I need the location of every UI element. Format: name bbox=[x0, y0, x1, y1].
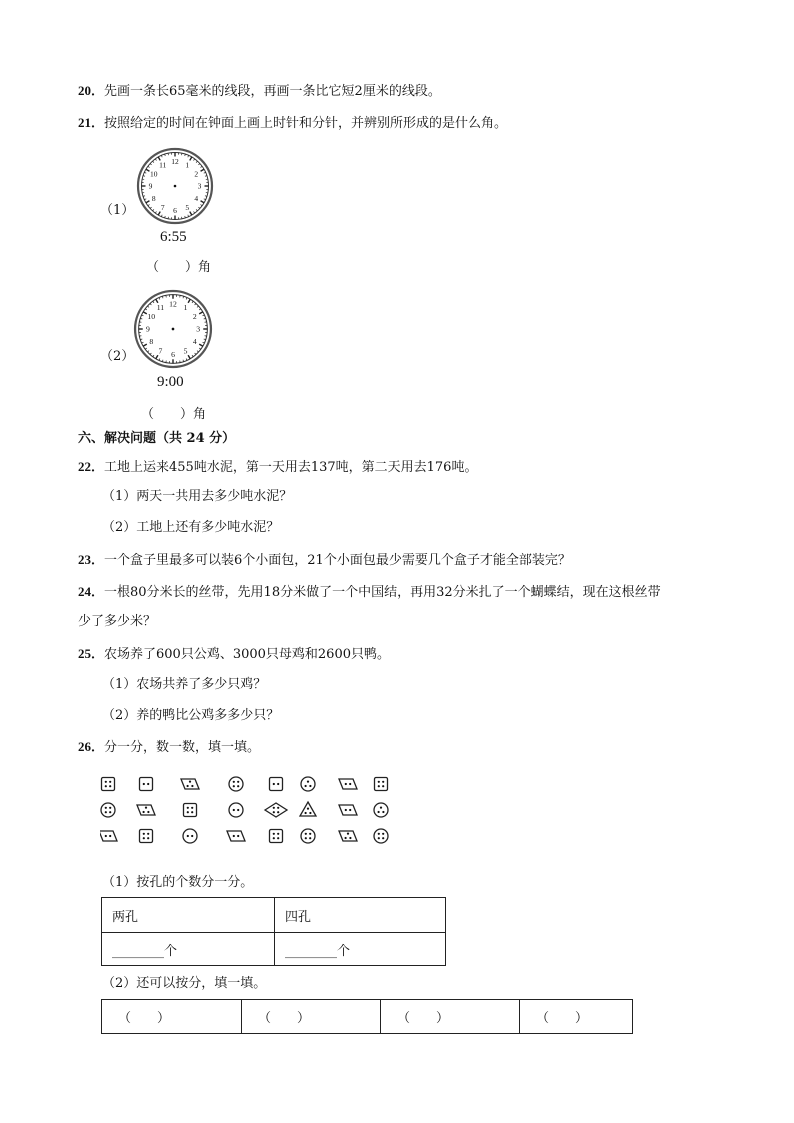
button-hole bbox=[305, 833, 307, 835]
button-hole bbox=[237, 781, 239, 783]
button-hole bbox=[349, 783, 351, 785]
square-button-icon bbox=[102, 778, 115, 791]
button-hole bbox=[237, 785, 239, 787]
button-hole bbox=[187, 785, 189, 787]
button-hole bbox=[189, 781, 191, 783]
parallelogram-button-icon bbox=[227, 831, 245, 841]
button-hole bbox=[191, 811, 193, 813]
button-hole bbox=[191, 807, 193, 809]
square-button-icon bbox=[375, 778, 388, 791]
clock-number: 11 bbox=[159, 160, 167, 170]
clock-number: 9 bbox=[148, 181, 153, 191]
question-22-sub2: （2）工地上还有多少吨水泥？ bbox=[102, 520, 280, 535]
table-cell-blank[interactable]: （ ） bbox=[102, 1000, 242, 1034]
question-20 bbox=[78, 82, 441, 101]
table-cell-blank[interactable]: （ ） bbox=[381, 1000, 520, 1034]
button-hole bbox=[143, 811, 145, 813]
button-hole bbox=[187, 835, 189, 837]
table-cell-blank[interactable]: （ ） bbox=[520, 1000, 633, 1034]
clock-number: 4 bbox=[194, 193, 199, 203]
round-button-icon bbox=[374, 829, 388, 843]
button-hole bbox=[109, 785, 111, 787]
question-number: 21． bbox=[78, 115, 105, 130]
button-hole bbox=[345, 809, 347, 811]
clock-number: 2 bbox=[192, 312, 197, 322]
square-button-icon bbox=[270, 830, 283, 843]
clock-number: 1 bbox=[183, 302, 188, 312]
button-hole bbox=[147, 811, 149, 813]
button-hole bbox=[237, 809, 239, 811]
button-hole bbox=[309, 812, 311, 814]
button-hole bbox=[105, 785, 107, 787]
question-25-sub1: （1）农场共养了多少只鸡？ bbox=[102, 677, 267, 692]
parallelogram-button-icon bbox=[181, 779, 199, 789]
button-hole bbox=[349, 809, 351, 811]
clock-2-label: （2） bbox=[100, 349, 135, 364]
button-grid bbox=[100, 770, 400, 850]
classification-table bbox=[101, 999, 633, 1034]
table-header-four-holes: 四孔 bbox=[275, 898, 446, 933]
round-button-icon bbox=[301, 829, 315, 843]
button-hole bbox=[305, 785, 307, 787]
parallelogram-button-icon bbox=[339, 805, 357, 815]
button-hole bbox=[277, 837, 279, 839]
button-hole bbox=[277, 811, 279, 813]
question-number: 20． bbox=[78, 83, 105, 98]
question-26 bbox=[78, 738, 260, 757]
button-hole bbox=[273, 837, 275, 839]
button-hole bbox=[273, 833, 275, 835]
question-22-sub1: （1）两天一共用去多少吨水泥？ bbox=[102, 489, 293, 504]
clock-number: 8 bbox=[151, 193, 156, 203]
question-24-cont: 少了多少米？ bbox=[78, 614, 157, 629]
round-button-icon bbox=[374, 803, 388, 817]
button-hole bbox=[233, 835, 235, 837]
button-hole bbox=[277, 783, 279, 785]
question-23 bbox=[78, 551, 571, 570]
question-25-sub2: （2）养的鸭比公鸡多多少只？ bbox=[102, 708, 280, 723]
parallelogram-button-icon bbox=[100, 831, 117, 841]
button-hole bbox=[147, 837, 149, 839]
clock-number: 10 bbox=[147, 312, 156, 322]
button-hole bbox=[273, 783, 275, 785]
button-hole bbox=[309, 833, 311, 835]
clock-number: 3 bbox=[196, 324, 201, 334]
clock-number: 2 bbox=[194, 169, 199, 179]
button-hole bbox=[307, 808, 309, 810]
question-number: 23． bbox=[78, 552, 105, 567]
button-hole bbox=[143, 783, 145, 785]
button-hole bbox=[233, 781, 235, 783]
clock-number: 1 bbox=[185, 160, 190, 170]
question-26-sub2: （2）还可以按分，填一填。 bbox=[102, 976, 267, 991]
question-text: 一根80分米长的丝带，先用18分米做了一个中国结，再用32分米扎了一个蝴蝶结，现在这根丝带 bbox=[104, 585, 661, 600]
button-hole bbox=[382, 811, 384, 813]
button-hole bbox=[307, 781, 309, 783]
clock-number: 7 bbox=[158, 346, 163, 356]
diamond-button-icon bbox=[265, 803, 287, 817]
button-hole bbox=[109, 811, 111, 813]
button-hole bbox=[233, 785, 235, 787]
round-button-icon bbox=[229, 803, 243, 817]
clock-number: 12 bbox=[171, 157, 179, 167]
question-number: 24． bbox=[78, 584, 105, 599]
button-hole bbox=[380, 807, 382, 809]
table-cell-blank[interactable]: （ ） bbox=[242, 1000, 381, 1034]
question-21 bbox=[78, 114, 507, 133]
clock-number: 8 bbox=[149, 337, 154, 347]
button-hole bbox=[309, 785, 311, 787]
button-hole bbox=[191, 835, 193, 837]
clock-face-icon[interactable] bbox=[136, 147, 214, 225]
clock-number: 9 bbox=[145, 324, 150, 334]
button-hole bbox=[237, 835, 239, 837]
question-number: 26． bbox=[78, 739, 105, 754]
button-hole bbox=[345, 783, 347, 785]
question-text: 按照给定的时间在钟面上画上时针和分针，并辨别所形成的是什么角。 bbox=[104, 116, 508, 131]
square-button-icon bbox=[184, 804, 197, 817]
button-hole bbox=[105, 781, 107, 783]
question-22 bbox=[78, 458, 477, 477]
button-hole bbox=[109, 835, 111, 837]
button-hole bbox=[345, 837, 347, 839]
button-hole bbox=[382, 781, 384, 783]
hole-count-table bbox=[101, 897, 446, 966]
question-text: 分一分，数一数，填一填。 bbox=[104, 740, 261, 755]
button-hole bbox=[382, 833, 384, 835]
round-button-icon bbox=[229, 777, 243, 791]
button-hole bbox=[187, 811, 189, 813]
button-hole bbox=[378, 833, 380, 835]
button-hole bbox=[105, 811, 107, 813]
question-text: 一个盒子里最多可以装6个小面包，21个小面包最少需要几个盒子才能全部装完？ bbox=[104, 553, 571, 568]
round-button-icon bbox=[101, 803, 115, 817]
button-hole bbox=[382, 837, 384, 839]
button-hole bbox=[305, 812, 307, 814]
button-hole bbox=[109, 781, 111, 783]
table-header-two-holes: 两孔 bbox=[102, 898, 275, 933]
clock-number: 6 bbox=[173, 206, 177, 216]
button-hole bbox=[347, 833, 349, 835]
button-hole bbox=[378, 785, 380, 787]
question-text: 工地上运来455吨水泥，第一天用去137吨，第二天用去176吨。 bbox=[104, 460, 478, 475]
button-hole bbox=[191, 785, 193, 787]
clock-center-dot bbox=[172, 328, 175, 331]
parallelogram-button-icon bbox=[339, 779, 357, 789]
button-hole bbox=[349, 837, 351, 839]
button-hole bbox=[378, 811, 380, 813]
button-hole bbox=[273, 807, 275, 809]
button-hole bbox=[187, 807, 189, 809]
button-hole bbox=[105, 835, 107, 837]
clock-number: 5 bbox=[185, 202, 190, 212]
button-hole bbox=[378, 837, 380, 839]
clock-number: 7 bbox=[160, 202, 165, 212]
clock-1-time: 6:55 bbox=[160, 229, 187, 245]
button-hole bbox=[309, 837, 311, 839]
clock-2-time: 9:00 bbox=[157, 374, 184, 390]
clock-1-label: （1） bbox=[100, 203, 135, 218]
clock-2-answer[interactable]: （ ）角 bbox=[141, 407, 207, 422]
clock-number: 5 bbox=[183, 346, 188, 356]
button-hole bbox=[143, 837, 145, 839]
clock-number: 3 bbox=[197, 181, 202, 191]
question-24 bbox=[78, 583, 661, 602]
button-hole bbox=[143, 833, 145, 835]
clock-face-icon[interactable] bbox=[133, 289, 213, 369]
button-hole bbox=[147, 833, 149, 835]
question-number: 22． bbox=[78, 459, 105, 474]
question-number: 25． bbox=[78, 646, 105, 661]
square-button-icon bbox=[140, 778, 153, 791]
question-text: 农场养了600只公鸡、3000只母鸡和2600只鸭。 bbox=[104, 647, 390, 662]
question-26-sub1: （1）按孔的个数分一分。 bbox=[102, 875, 254, 890]
question-25 bbox=[78, 645, 390, 664]
question-text: 先画一条长65毫米的线段，再画一条比它短2厘米的线段。 bbox=[104, 84, 441, 99]
button-hole bbox=[147, 783, 149, 785]
clock-number: 12 bbox=[169, 299, 177, 309]
clock-number: 6 bbox=[171, 349, 175, 359]
square-button-icon bbox=[140, 830, 153, 843]
button-hole bbox=[233, 809, 235, 811]
clock-number: 4 bbox=[192, 337, 197, 347]
clock-number: 11 bbox=[156, 302, 165, 312]
round-button-icon bbox=[301, 777, 315, 791]
clock-number: 10 bbox=[150, 169, 158, 179]
section-heading: 六、解决问题（共 24 分） bbox=[78, 431, 236, 446]
button-hole bbox=[378, 781, 380, 783]
button-hole bbox=[109, 807, 111, 809]
button-hole bbox=[277, 807, 279, 809]
clock-1-answer[interactable]: （ ）角 bbox=[146, 260, 212, 275]
button-hole bbox=[145, 807, 147, 809]
table-cell-four-holes-count[interactable]: ________个 bbox=[275, 933, 446, 966]
button-hole bbox=[382, 785, 384, 787]
button-hole bbox=[273, 811, 275, 813]
round-button-icon bbox=[183, 829, 197, 843]
table-cell-two-holes-count[interactable]: ________个 bbox=[102, 933, 275, 966]
square-button-icon bbox=[270, 778, 283, 791]
clock-center-dot bbox=[174, 185, 177, 188]
button-hole bbox=[105, 807, 107, 809]
button-hole bbox=[277, 833, 279, 835]
button-hole bbox=[305, 837, 307, 839]
